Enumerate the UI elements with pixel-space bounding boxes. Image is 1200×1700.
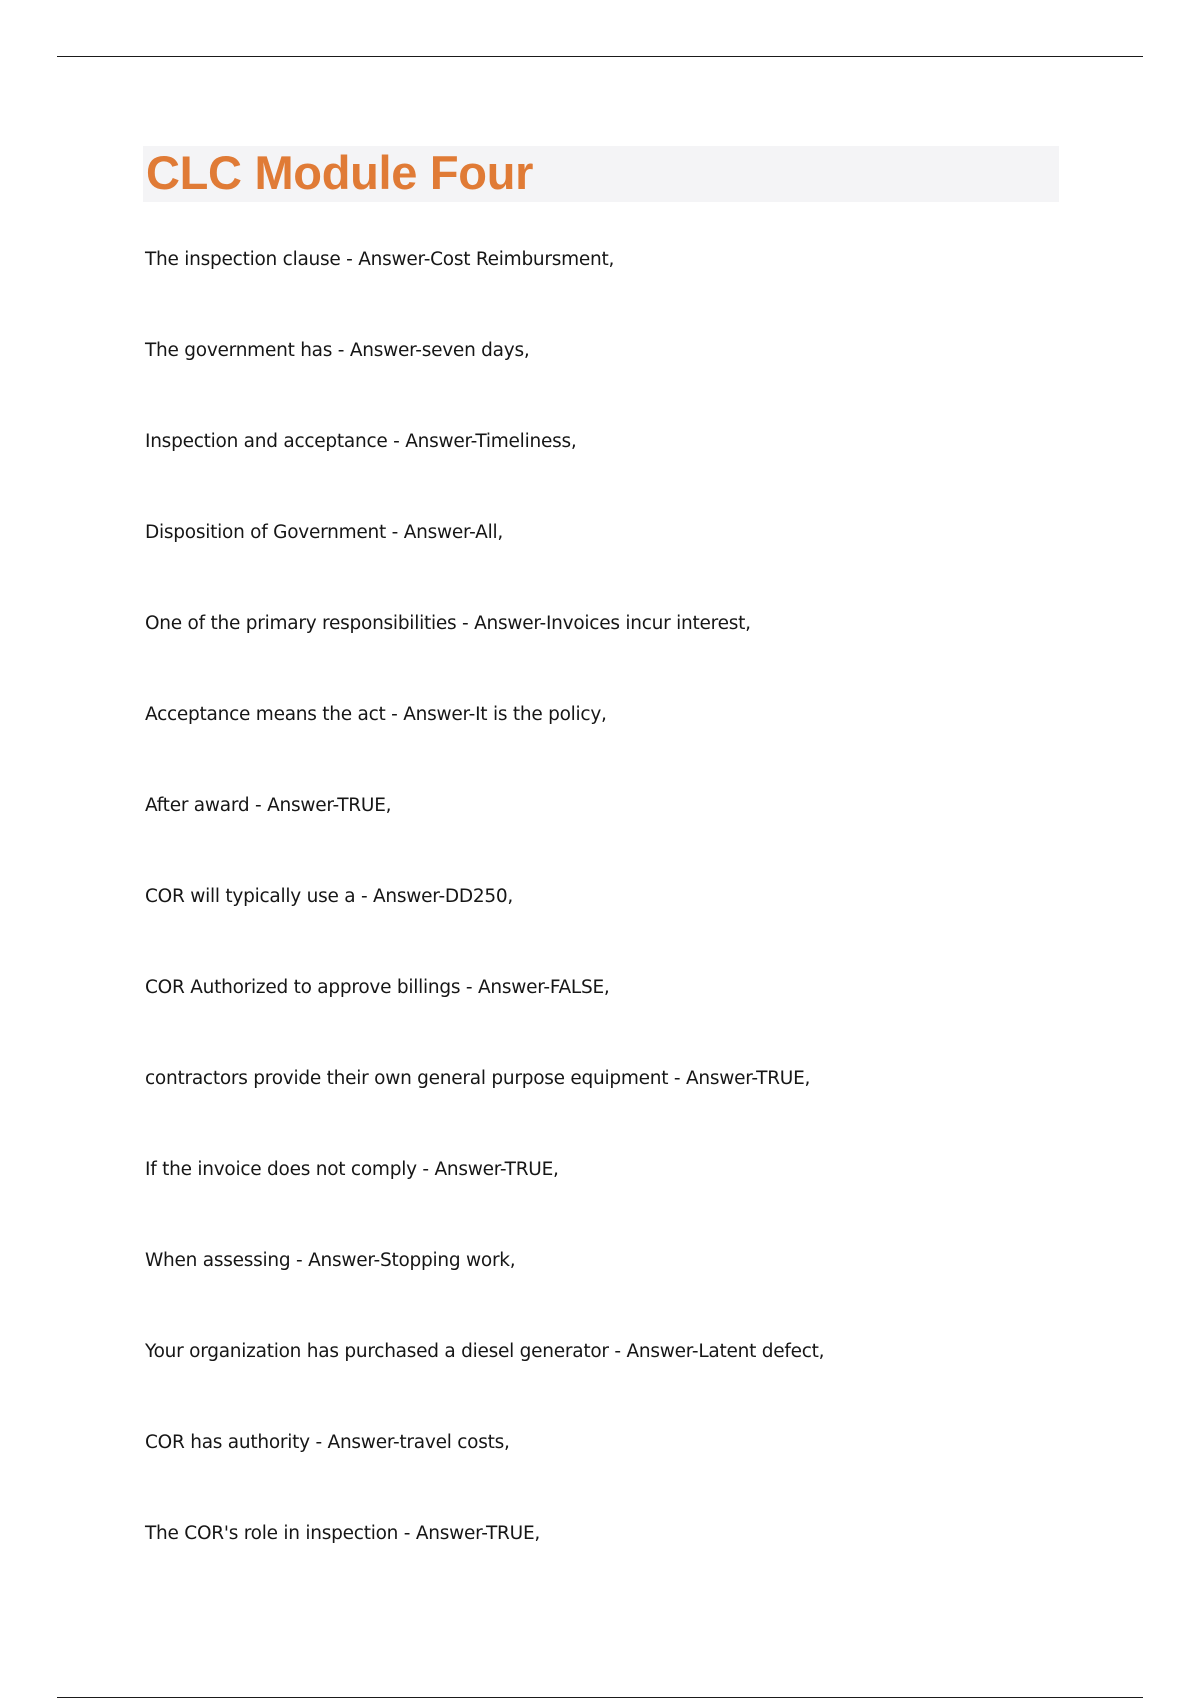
qa-item: The inspection clause - Answer-Cost Reimbursment, — [145, 249, 615, 270]
qa-item: When assessing - Answer-Stopping work, — [145, 1250, 516, 1271]
qa-item: COR will typically use a - Answer-DD250, — [145, 886, 514, 907]
qa-list — [145, 246, 824, 1611]
qa-item: If the invoice does not comply - Answer-TRUE, — [145, 1159, 559, 1180]
qa-item: Acceptance means the act - Answer-It is the policy, — [145, 704, 607, 725]
qa-item: COR Authorized to approve billings - Answer-FALSE, — [145, 977, 610, 998]
document-title: CLC Module Four — [146, 146, 534, 199]
qa-item: The government has - Answer-seven days, — [145, 340, 530, 361]
top-rule — [57, 56, 1143, 57]
bottom-rule — [57, 1697, 1143, 1698]
qa-item: COR has authority - Answer-travel costs, — [145, 1432, 510, 1453]
qa-item: contractors provide their own general purpose equipment - Answer-TRUE, — [145, 1068, 811, 1089]
qa-item: One of the primary responsibilities - Answer-Invoices incur interest, — [145, 613, 751, 634]
qa-item: The COR's role in inspection - Answer-TRUE, — [145, 1523, 541, 1544]
qa-item: Disposition of Government - Answer-All, — [145, 522, 503, 543]
qa-item: Your organization has purchased a diesel generator - Answer-Latent defect, — [145, 1341, 825, 1362]
qa-item: After award - Answer-TRUE, — [145, 795, 392, 816]
qa-item: Inspection and acceptance - Answer-Timeliness, — [145, 431, 577, 452]
